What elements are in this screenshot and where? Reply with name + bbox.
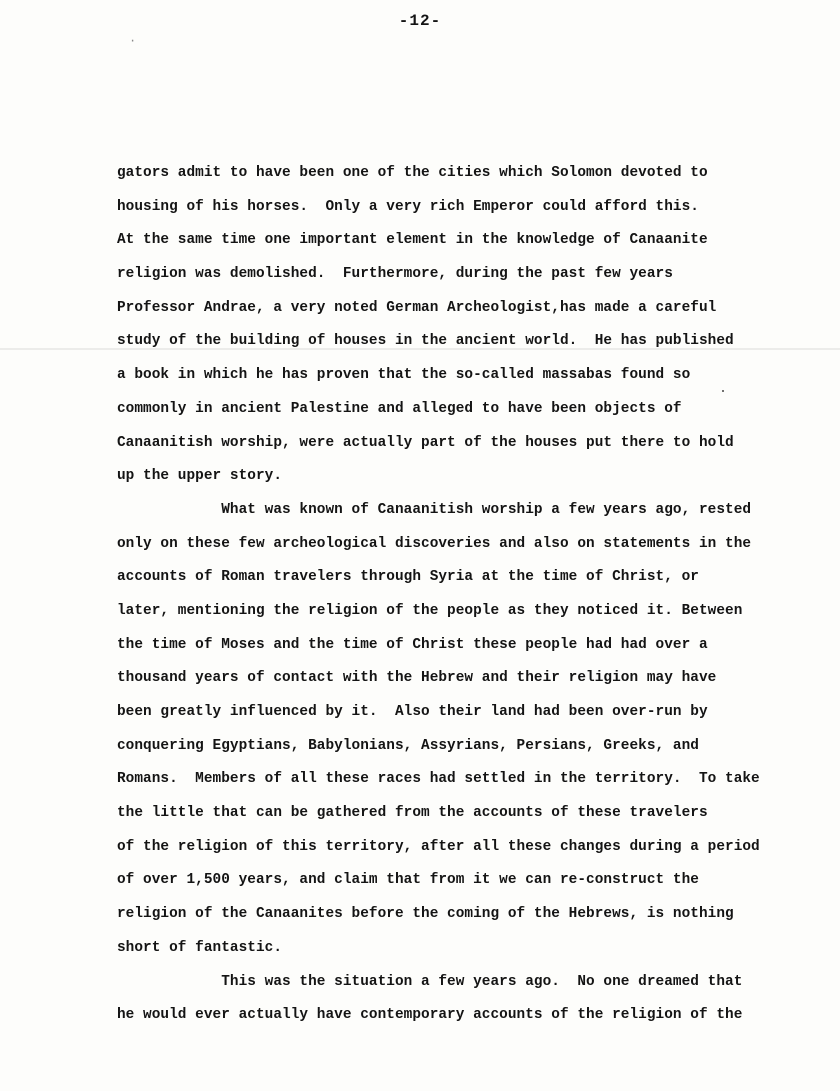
text-line: been greatly influenced by it. Also their land had been over-run by (117, 704, 708, 720)
text-line: short of fantastic. (117, 939, 283, 956)
text-line: What was known of Canaanitish worship a few years ago, rested (117, 501, 752, 518)
text-line: the time of Moses and the time of Christ these people had had over a (117, 636, 708, 653)
text-line: Romans. Members of all these races had settled in the territory. To take (117, 771, 760, 788)
text-line: later, mentioning the religion of the people as they noticed it. Between (117, 602, 743, 619)
text-line: only on these few archeological discoveries and also on statements in the (117, 535, 752, 552)
text-line: the little that can be gathered from the accounts of these travelers (117, 805, 708, 822)
text-line: commonly in ancient Palestine and alleged to have been objects of (117, 400, 682, 417)
text-line: religion was demolished. Furthermore, during the past few years (117, 266, 673, 283)
text-line: religion of the Canaanites before the coming of the Hebrews, is nothing (117, 906, 734, 923)
stray-ink-mark: · (129, 34, 137, 48)
text-line: thousand years of contact with the Hebrew and their religion may have (117, 670, 717, 687)
text-line: accounts of Roman travelers through Syria at the time of Christ, or (117, 569, 699, 586)
body-text (117, 162, 760, 1038)
text-line: This was the situation a few years ago. No one dreamed that (117, 973, 743, 990)
page-number: -12- (398, 12, 442, 30)
text-line: a book in which he has proven that the so-called massabas found so (117, 367, 691, 384)
text-line: of the religion of this territory, after all these changes during a period (117, 838, 760, 855)
text-line: Professor Andrae, a very noted German Archeologist,has made a careful (117, 299, 717, 316)
text-line: housing of his horses. Only a very rich Emperor could afford this. (117, 198, 699, 215)
text-line: conquering Egyptians, Babylonians, Assyrians, Persians, Greeks, and (117, 737, 699, 754)
text-line: gators admit to have been one of the cities which Solomon devoted to (117, 165, 708, 181)
text-line: up the upper story. (117, 468, 283, 485)
text-line: he would ever actually have contemporary accounts of the religion of the (117, 1007, 743, 1024)
text-line: study of the building of houses in the ancient world. He has published (117, 333, 734, 350)
text-line: At the same time one important element in the knowledge of Canaanite (117, 232, 708, 249)
text-line: of over 1,500 years, and claim that from it we can re-construct the (117, 872, 699, 889)
text-line: Canaanitish worship, were actually part of the houses put there to hold (117, 434, 734, 451)
